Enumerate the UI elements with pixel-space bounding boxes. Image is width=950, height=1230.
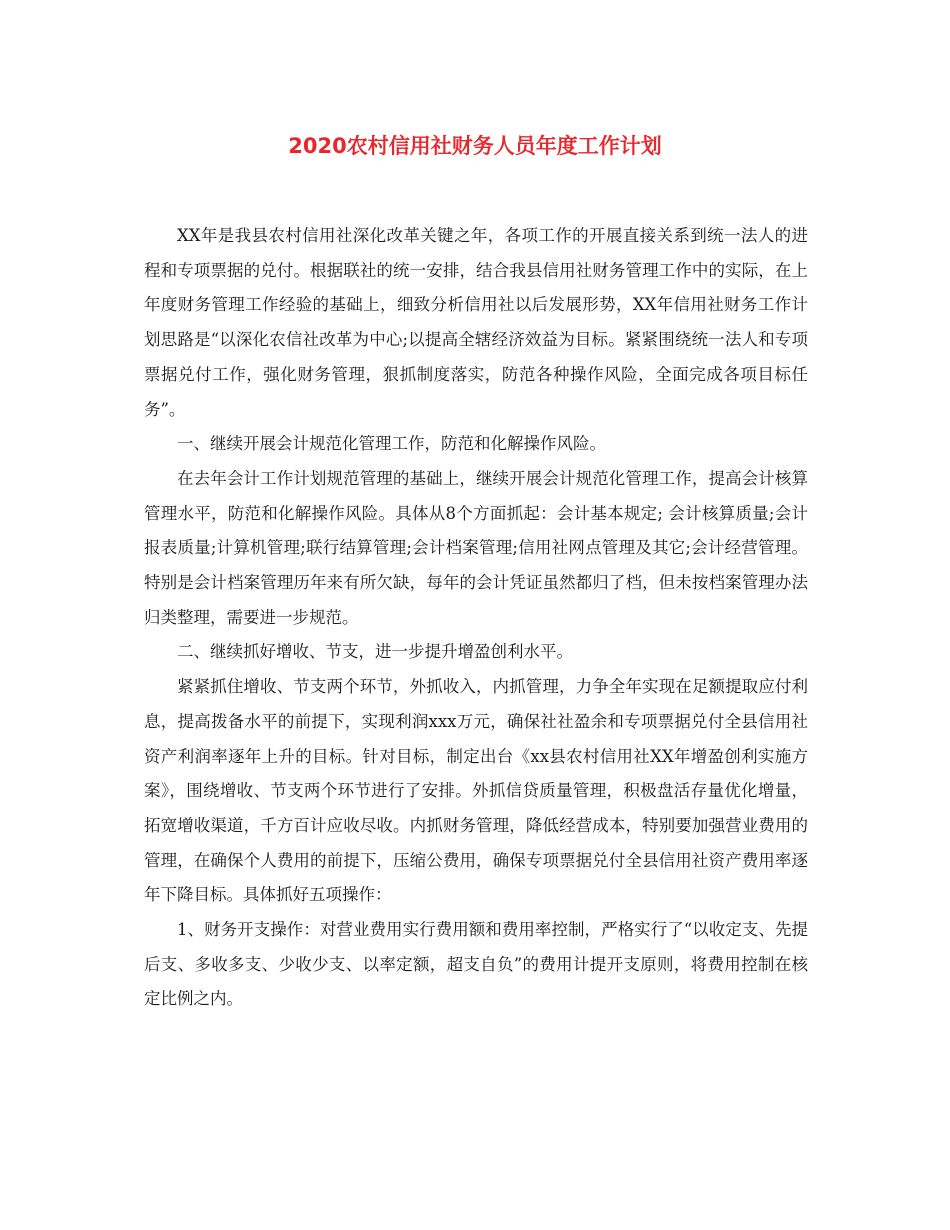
section-heading-2: 二、继续抓好增收、节支，进一步提升增盈创利水平。: [177, 642, 573, 662]
document-body: [144, 219, 808, 1017]
document-title: 2020农村信用社财务人员年度工作计划: [288, 134, 662, 158]
paragraph-section-1: 在去年会计工作计划规范管理的基础上，继续开展会计规范化管理工作，提高会计核算管理水平，防范和化解操作风险。具体从8个方面抓起：会计基本规定; 会计核算质量;会计报表质量;计算机管理;联行结算管理;会计档案管理;信用社网点管理及其它;会计经营管理。特别是会计档案管理历年来有所欠缺，每年的会计凭证虽然都归了档，但未按档案管理办法归类整理，需要进一步规范。: [144, 468, 808, 627]
paragraph-intro: XX年是我县农村信用社深化改革关键之年，各项工作的开展直接关系到统一法人的进程和专项票据的兑付。根据联社的统一安排，结合我县信用社财务管理工作中的实际，在上年度财务管理工作经验的基础上，细致分析信用社以后发展形势，XX年信用社财务工作计划思路是“以深化农信社改革为中心;以提高全辖经济效益为目标。紧紧围绕统一法人和专项票据兑付工作，强化财务管理，狠抓制度落实，防范各种操作风险，全面完成各项目标任务”。: [144, 226, 808, 419]
paragraph-item-1: 1、财务开支操作：对营业费用实行费用额和费用率控制，严格实行了“以收定支、先提后支、多收多支、少收少支、以率定额，超支自负”的费用计提开支原则，将费用控制在核定比例之内。: [144, 920, 808, 1009]
section-heading-1: 一、继续开展会计规范化管理工作，防范和化解操作风险。: [177, 434, 606, 454]
paragraph-section-2: 紧紧抓住增收、节支两个环节，外抓收入，内抓管理，力争全年实现在足额提取应付利息，提高拨备水平的前提下，实现利润xxx万元，确保社社盈余和专项票据兑付全县信用社资产利润率逐年上升的目标。针对目标，制定出台《xx县农村信用社XX年增盈创利实施方案》，围绕增收、节支两个环节进行了安排。外抓信贷质量管理，积极盘活存量优化增量，拓宽增收渠道，千方百计应收尽收。内抓财务管理，降低经营成本，特别要加强营业费用的管理，在确保个人费用的前提下，压缩公费用，确保专项票据兑付全县信用社资产费用率逐年下降目标。具体抓好五项操作：: [144, 677, 808, 905]
